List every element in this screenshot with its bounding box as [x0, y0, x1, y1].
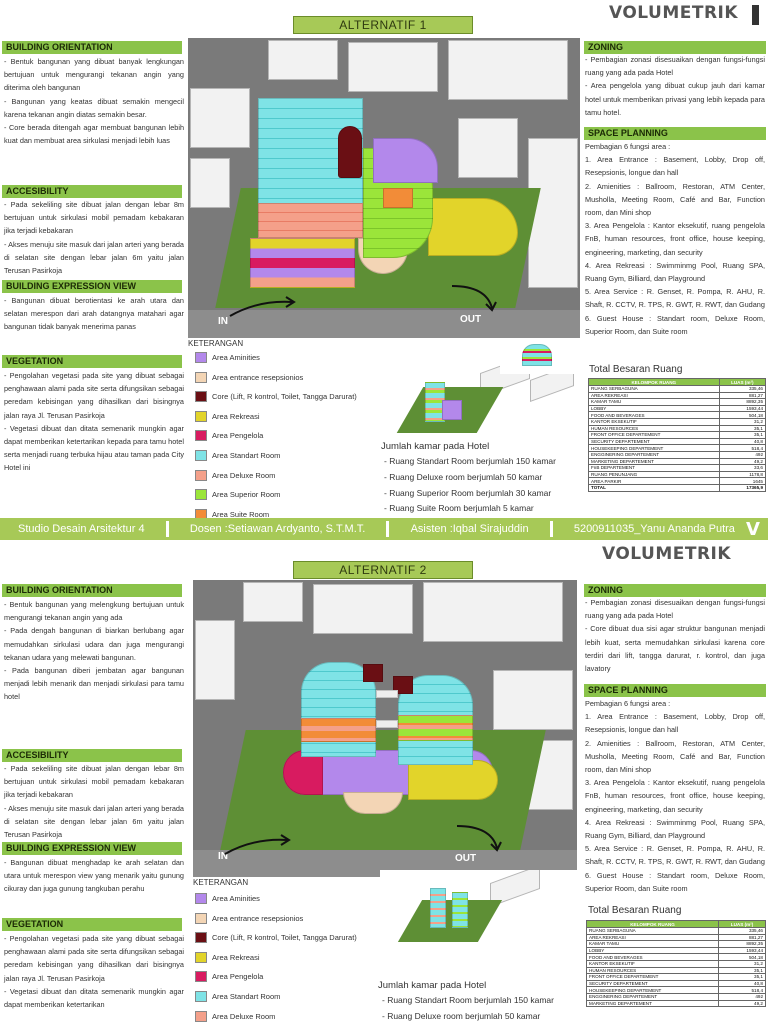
site-lawn — [398, 900, 502, 942]
space-area-table — [586, 920, 766, 1007]
table-cell-name: FOOD AND BEVERAGES — [589, 412, 720, 419]
room-line-deluxe: - Ruang Deluxe room berjumlah 50 kamar — [384, 472, 543, 482]
legend-item — [195, 509, 269, 518]
title-mark — [752, 5, 759, 25]
table-title: Total Besaran Ruang — [588, 905, 682, 916]
orientation-text — [4, 55, 184, 147]
legend-title: KETERANGAN — [188, 339, 244, 348]
table-cell-area: 492 — [719, 993, 766, 1000]
table-cell-name: KANTOR EKSEKUTIF — [587, 960, 719, 967]
expression-heading: BUILDING EXPRESSION VIEW — [2, 280, 182, 293]
room-line-superior: - Ruang Superior Room berjumlah 30 kamar — [384, 488, 552, 498]
table-cell-area: 881,27 — [719, 934, 766, 941]
legend-item — [195, 391, 357, 402]
orientation-text — [4, 598, 184, 704]
table-cell-area: 17365,9 — [719, 484, 765, 491]
space-p5: 5. Area Service : R. Genset, R. Pompa, R. AHU, R. Shaft, R. CCTV, R. TPS, R. GWT, R. RWT, dan Gudang — [585, 287, 765, 310]
vegetation-heading: VEGETATION — [2, 355, 182, 368]
lecturer-label: Dosen :Setiawan Ardyanto, S.T.M.T. — [189, 523, 366, 535]
table-cell-name: MARKETING DEPARTEMENT — [587, 1000, 719, 1007]
podium-block — [250, 238, 355, 288]
aerial-mini-render — [380, 870, 580, 950]
table-row — [587, 967, 766, 974]
table-cell-area: 335,46 — [719, 386, 765, 393]
table-cell-name: SECURITY DEPARTEMENT — [587, 980, 719, 987]
legend-item — [195, 411, 260, 422]
legend-item — [195, 893, 260, 904]
legend-swatch — [195, 489, 207, 500]
legend-item — [195, 991, 280, 1002]
deluxe-room-floors — [258, 203, 363, 238]
studio-label: Studio Desain Arsitektur 4 — [18, 523, 145, 535]
tower-b-rooms — [398, 715, 473, 741]
table-cell-area: 1645 — [719, 478, 765, 485]
expression-text — [4, 856, 184, 896]
vegetation-text — [4, 932, 184, 1011]
vegetation-p1: - Pengolahan vegetasi pada site yang dibuat sebagai penghawaan alami pada site serta difungsikan sebagai peredam kebisingan yang dihasilkan dari bisingnya jalan raya Jl. Terusan Pasirkoja — [4, 934, 184, 983]
city-building — [313, 584, 413, 634]
footer-bar — [0, 518, 768, 540]
expression-text — [4, 294, 184, 334]
room-line-suite: - Ruang Suite Room berjumlah 5 kamar — [384, 503, 534, 513]
amenities-top — [373, 138, 438, 183]
table-row — [589, 386, 766, 393]
table-row — [589, 465, 766, 472]
vegetation-p2: - Vegetasi dibuat dan ditata semenarik mungkin agar dapat memberikan ketertarikan kepada para tamu hotel serta menjadi ruang terbuka hijau atau taman pada City Hotel ini — [4, 423, 184, 473]
expression-p1: - Bangunan dibuat menghadap ke arah selatan dan utara untuk merespon view yang menarik yaitu gunung cikuray dan juga gunung tangkuban perahu — [4, 858, 184, 894]
zoning-heading: ZONING — [584, 41, 766, 54]
space-p3: 3. Area Pengelola : Kantor eksekutif, ruang pengelola FnB, human resources, front office, house keeping, engineering, marketing, dan security — [585, 221, 765, 257]
room-line-standard: - Ruang Standart Room berjumlah 150 kamar — [382, 995, 554, 1005]
table-cell-name: ENGGINERING DEPARTEMENT — [589, 451, 720, 458]
city-building — [190, 88, 250, 148]
accesibility-text — [4, 198, 184, 277]
volumetrik-title: VOLUMETRIK — [609, 3, 739, 23]
legend-label: Area entrance resepsionios — [212, 913, 304, 923]
table-cell-name: KAMAR TAMU — [587, 941, 719, 948]
table-row — [589, 392, 766, 399]
table-header-row — [589, 379, 766, 386]
legend-swatch — [195, 932, 207, 943]
table-title: Total Besaran Ruang — [589, 364, 683, 375]
legend-swatch — [195, 391, 207, 402]
expression-p1: - Bangunan dibuat berotientasi ke arah utara dan selatan merespon dari arah datangnya matahari agar bangunan tidak banyak menerima panas — [4, 296, 184, 332]
table-cell-area: 35,1 — [719, 425, 765, 432]
table-cell-name: HUMAN RESOURCES — [589, 425, 720, 432]
space-p5: 5. Area Service : R. Genset, R. Pompa, R. AHU, R. Shaft, R. CCTV, R. TPS, R. GWT, R. RWT, dan Gudang — [585, 844, 765, 867]
exit-arrow-icon — [450, 282, 500, 312]
table-header-cell: LUAS (m²) — [719, 921, 766, 928]
legend-label: Area Aminities — [212, 353, 260, 362]
space-p6: 6. Guest House : Standart room, Deluxe Room, Superior Room, dan Suite room — [585, 870, 765, 893]
legend-item — [195, 372, 303, 383]
table-cell-area: 1593,44 — [719, 405, 765, 412]
table-cell-area: 8892,35 — [719, 399, 765, 406]
tower-a-deluxe — [301, 718, 376, 742]
legend-title: KETERANGAN — [193, 878, 249, 887]
table-row — [589, 432, 766, 439]
legend-swatch — [195, 952, 207, 963]
city-building — [190, 158, 230, 208]
legend-label: Area Pengelola — [212, 431, 264, 441]
table-row — [589, 451, 766, 458]
zoning-heading: ZONING — [584, 584, 766, 597]
legend-item — [195, 932, 357, 943]
space-planning-text — [585, 697, 765, 895]
mini-tower — [452, 892, 468, 928]
legend-swatch — [195, 893, 207, 904]
separator — [166, 521, 169, 537]
legend-swatch — [195, 450, 207, 461]
table-cell-name: KAMAR TAMU — [589, 399, 720, 406]
table-cell-area: 335,46 — [719, 928, 766, 935]
table-header-cell: LUAS (m²) — [719, 379, 765, 386]
zoning-p1: - Pembagian zonasi disesuaikan dengan fungsi-fungsi ruang yang ada pada Hotel — [585, 55, 765, 78]
legend-label: Area Standart Room — [212, 451, 281, 460]
table-cell-area: 881,27 — [719, 392, 765, 399]
table-cell-name: LOBBY — [589, 405, 720, 412]
legend-swatch — [195, 991, 207, 1002]
space-p4: 4. Area Rekreasi : Swimminmg Pool, Ruang SPA, Ruang Gym, Billiard, dan Playground — [585, 817, 765, 841]
table-row — [589, 418, 766, 425]
out-label: OUT — [455, 853, 477, 864]
perspective-mini-render — [500, 338, 580, 374]
table-cell-name: HOUSEKEEPING DEPARTEMENT — [589, 445, 720, 452]
legend-label: Area Pengelola — [212, 972, 264, 982]
table-cell-name: AREA REKREASI — [589, 392, 720, 399]
space-p2: 2. Amienities : Ballroom, Restoran, ATM Center, Musholla, Meeting Room, Café and Bar, Function room, dan Mini shop — [585, 738, 765, 775]
table-cell-area: 35,1 — [719, 432, 765, 439]
legend-item — [195, 352, 260, 363]
table-row — [589, 405, 766, 412]
legend-item — [195, 470, 275, 481]
legend-swatch — [195, 509, 207, 518]
table-cell-area: 35,1 — [719, 967, 766, 974]
vegetation-text — [4, 369, 184, 475]
table-row — [589, 484, 766, 491]
table-cell-area: 504,18 — [719, 954, 766, 961]
accesibility-p1: - Pada sekeliling site dibuat jalan dengan lebar 8m bertujuan untuk sirkulasi mobil pemadam kebakaran jika terjadi kebakaran — [4, 764, 184, 800]
table-row — [589, 425, 766, 432]
city-building — [195, 620, 235, 700]
space-p2: 2. Amienities : Ballroom, Restoran, ATM Center, Musholla, Meeting Room, Café and Bar, Function room, dan Mini shop — [585, 181, 765, 218]
legend-label: Area Rekreasi — [212, 952, 260, 962]
rooms-title: Jumlah kamar pada Hotel — [381, 441, 490, 452]
table-cell-name: KANTOR EKSEKUTIF — [589, 418, 720, 425]
zoning-text — [585, 53, 765, 119]
legend-label: Area Deluxe Room — [212, 470, 276, 480]
city-building — [348, 42, 438, 92]
table-cell-area: 40,8 — [719, 438, 765, 445]
in-label: IN — [218, 316, 228, 327]
table-header-row — [587, 921, 766, 928]
board-alternatif-2 — [0, 540, 768, 1024]
table-cell-name: LOBBY — [587, 947, 719, 954]
legend-label: Area Superior Room — [212, 490, 281, 500]
table-row — [587, 954, 766, 961]
table-cell-area: 33,6 — [719, 465, 765, 472]
zoning-p1: - Pembagian zonasi disesuaikan dengan fungsi-fungsi ruang yang ada pada Hotel — [585, 598, 765, 621]
legend-item — [195, 1011, 275, 1022]
legend-label: Area Deluxe Room — [212, 1011, 276, 1021]
table-cell-name: HOUSEKEEPING DEPARTEMENT — [587, 987, 719, 994]
zoning-p2: - Core dibuat dua sisi agar struktur bangunan menjadi lebih kuat, serta memudahkan sirkulasi karena core terdiri dari lift, tangga darurat, r. kontrol, dan juga lavatory — [585, 624, 765, 674]
orientation-p3: - Core berada ditengah agar membuat bangunan lebih kuat dan membuat area sirkulasi menjadi lebih luas — [4, 123, 184, 146]
table-row — [587, 947, 766, 954]
aerial-mini-render — [380, 362, 580, 442]
table-row — [589, 471, 766, 478]
separator — [386, 521, 389, 537]
legend-swatch — [195, 913, 207, 924]
table-cell-name: FOOD AND BEVERAGES — [587, 954, 719, 961]
legend-swatch — [195, 352, 207, 363]
table-cell-name: FnB DEPARTEMENT — [589, 465, 720, 472]
accesibility-p1: - Pada sekeliling site dibuat jalan dengan lebar 8m bertujuan untuk sirkulasi mobil pemadam kebakaran jika terjadi kebakaran — [4, 200, 184, 236]
accesibility-p2: - Akses menuju site masuk dari jalan arteri yang berada di selatan site dengan lebar jalan 6m yaitu jalan Terusan Pasirkoja — [4, 239, 184, 276]
table-row — [587, 1000, 766, 1007]
orientation-p2: - Pada dengah bangunan di biarkan berlubang agar memudahkan sirkulasi udara dan juga mengurangi tekanan udara yang melewati bangunan. — [4, 626, 184, 662]
city-building — [458, 118, 518, 178]
table-cell-area: 31,2 — [719, 960, 766, 967]
space-planning-text — [585, 140, 765, 338]
table-cell-name: RUANG SERBAGUNA — [589, 386, 720, 393]
table-cell-area: 31,2 — [719, 418, 765, 425]
table-header-cell: KELOMPOK RUANG — [587, 921, 719, 928]
in-label: IN — [218, 851, 228, 862]
mini-tower — [430, 888, 446, 928]
room-line-standard: - Ruang Standart Room berjumlah 150 kamar — [384, 456, 556, 466]
table-row — [589, 399, 766, 406]
table-row — [589, 478, 766, 485]
legend-swatch — [195, 372, 207, 383]
footer-mark: V — [746, 518, 760, 540]
table-cell-area: 8892,35 — [719, 941, 766, 948]
suite-room-block — [383, 188, 413, 208]
orientation-p1: - Bentuk bangunan yang melengkung bertujuan untuk mengurangi tekanan angin yang ada — [4, 600, 184, 623]
core-a — [363, 664, 383, 682]
table-cell-name: ENGGINERING DEPARTEMENT — [587, 993, 719, 1000]
table-row — [587, 993, 766, 1000]
table-cell-name: AREA REKREASI — [587, 934, 719, 941]
table-row — [587, 934, 766, 941]
table-cell-area: 40,8 — [719, 980, 766, 987]
space-p4: 4. Area Rekreasi : Swimminmg Pool, Ruang SPA, Ruang Gym, Billiard, dan Playground — [585, 260, 765, 284]
space-p1: 1. Area Entrance : Basement, Lobby, Drop off, Resepsionis, longue dan hall — [585, 712, 765, 735]
rooms-title: Jumlah kamar pada Hotel — [378, 980, 487, 991]
legend-label: Area Aminities — [212, 894, 260, 903]
legend-swatch — [195, 430, 207, 441]
table-cell-area: 49,2 — [719, 1000, 766, 1007]
sky-bridge — [376, 690, 398, 698]
site-model-render — [188, 38, 580, 338]
table-row — [587, 987, 766, 994]
table-cell-name: RUANG SERBAGUNA — [587, 928, 719, 935]
table-cell-name: SECURITY DEPARTEMENT — [589, 438, 720, 445]
vegetation-p1: - Pengolahan vegetasi pada site yang dibuat sebagai penghawaan alami pada site serta difungsikan sebagai peredam kebisingan yang dihasilkan dari bisingnya jalan raya Jl. Terusan Pasirkoja — [4, 371, 184, 420]
table-cell-name: FRONT OFFICE DEPARTEMENT — [587, 974, 719, 981]
accesibility-p2: - Akses menuju site masuk dari jalan arteri yang berada di selatan site dengan lebar jalan 6m yaitu jalan Terusan Pasirkoja — [4, 803, 184, 840]
mini-amenities — [442, 400, 462, 420]
city-building — [528, 138, 578, 288]
exit-arrow-icon — [455, 822, 505, 852]
table-row — [589, 458, 766, 465]
table-cell-name: AREA PARKIR — [589, 478, 720, 485]
table-cell-area: 518,4 — [719, 987, 766, 994]
alternatif-tab: ALTERNATIF 1 — [293, 16, 473, 34]
core-tower — [338, 126, 362, 178]
table-row — [589, 438, 766, 445]
recreation-block — [428, 198, 518, 256]
legend-item — [195, 430, 263, 441]
volumetrik-title: VOLUMETRIK — [602, 544, 732, 564]
legend-label: Core (Lift, R kontrol, Toilet, Tangga Darurat) — [212, 392, 357, 402]
student-label: 5200911035_Yanu Ananda Putra — [573, 523, 735, 535]
room-line-deluxe: - Ruang Deluxe room berjumlah 50 kamar — [382, 1011, 541, 1021]
table-cell-area: 492 — [719, 451, 765, 458]
accesibility-heading: ACCESIBILITY — [2, 749, 182, 762]
space-planning-heading: SPACE PLANNING — [584, 684, 766, 697]
legend-item — [195, 489, 280, 500]
accesibility-text — [4, 762, 184, 841]
table-cell-name: TOTAL — [589, 484, 720, 491]
city-building — [268, 40, 338, 80]
legend-item — [195, 450, 280, 461]
table-cell-name: FRONT OFFICE DEPARTEMENT — [589, 432, 720, 439]
recreation-block — [408, 760, 498, 800]
table-row — [587, 928, 766, 935]
table-header-cell: KELOMPOK RUANG — [589, 379, 720, 386]
space-p3: 3. Area Pengelola : Kantor eksekutif, ruang pengelola FnB, human resources, front office, house keeping, engineering, marketing, dan security — [585, 778, 765, 814]
vegetation-p2: - Vegetasi dibuat dan ditata semenarik mungkin agar dapat memberikan ketertarikan — [4, 986, 184, 1010]
mini-tower — [522, 344, 552, 366]
space-p0: Pembagian 6 fungsi area : — [585, 699, 671, 708]
legend-item — [195, 971, 263, 982]
table-cell-name: MARKETING DEPARTEMENT — [589, 458, 720, 465]
zoning-p2: - Area pengelola yang dibuat cukup jauh dari kamar hotel untuk memberikan privasi yang lebih kepada para tamu hotel. — [585, 81, 765, 117]
table-cell-area: 518,4 — [719, 445, 765, 452]
legend-label: Core (Lift, R kontrol, Toilet, Tangga Darurat) — [212, 933, 357, 943]
space-p0: Pembagian 6 fungsi area : — [585, 142, 671, 151]
legend-item — [195, 913, 303, 924]
table-row — [587, 960, 766, 967]
table-row — [587, 980, 766, 987]
city-building — [243, 582, 303, 622]
table-row — [589, 412, 766, 419]
table-cell-area: 49,2 — [719, 458, 765, 465]
entry-arrow-icon — [228, 294, 298, 320]
table-row — [587, 941, 766, 948]
zoning-text — [585, 596, 765, 675]
legend-label: Area Rekreasi — [212, 411, 260, 421]
legend-item — [195, 952, 260, 963]
entry-arrow-icon — [223, 832, 293, 858]
table-row — [587, 974, 766, 981]
table-cell-name: HUMAN RESOURCES — [587, 967, 719, 974]
space-p6: 6. Guest House : Standart room, Deluxe Room, Superior Room, dan Suite room — [585, 313, 765, 336]
table-cell-area: 35,1 — [719, 974, 766, 981]
table-cell-area: 1178,8 — [719, 471, 765, 478]
space-p1: 1. Area Entrance : Basement, Lobby, Drop off, Resepsionis, longue dan hall — [585, 155, 765, 178]
legend-swatch — [195, 411, 207, 422]
expression-heading: BUILDING EXPRESSION VIEW — [2, 842, 182, 855]
legend-label: Area entrance resepsionios — [212, 372, 304, 382]
space-planning-heading: SPACE PLANNING — [584, 127, 766, 140]
sky-bridge — [376, 720, 398, 728]
alternatif-tab: ALTERNATIF 2 — [293, 561, 473, 579]
city-building — [448, 40, 568, 100]
separator — [550, 521, 553, 537]
table-cell-area: 1593,44 — [719, 947, 766, 954]
orientation-heading: BUILDING ORIENTATION — [2, 41, 182, 54]
space-area-table — [588, 378, 766, 492]
accesibility-heading: ACCESIBILITY — [2, 185, 182, 198]
vegetation-heading: VEGETATION — [2, 918, 182, 931]
table-cell-name: RUANG PENUNJANG — [589, 471, 720, 478]
orientation-heading: BUILDING ORIENTATION — [2, 584, 182, 597]
orientation-p2: - Bangunan yang keatas dibuat semakin mengecil karena tekanan angin diatas semakin besar. — [4, 96, 184, 119]
legend-swatch — [195, 1011, 207, 1022]
out-label: OUT — [460, 314, 482, 325]
legend-label: Area Standart Room — [212, 992, 281, 1001]
table-cell-area: 504,18 — [719, 412, 765, 419]
orientation-p1: - Bentuk bangunan yang dibuat banyak lengkungan bertujuan untuk mengurangi tekanan angin yang diterima oleh bangunan — [4, 57, 184, 93]
orientation-p3: - Pada bangunan diberi jembatan agar bangunan menjadi lebih menarik dan menjadi sirkulasi para tamu hotel — [4, 666, 184, 702]
assistant-label: Asisten :Iqbal Sirajuddin — [410, 523, 529, 535]
legend-label: Area Suite Room — [212, 509, 270, 518]
city-building — [423, 582, 563, 642]
legend-swatch — [195, 470, 207, 481]
site-model-render — [193, 580, 577, 877]
city-building — [493, 670, 573, 730]
table-row — [589, 445, 766, 452]
legend-swatch — [195, 971, 207, 982]
